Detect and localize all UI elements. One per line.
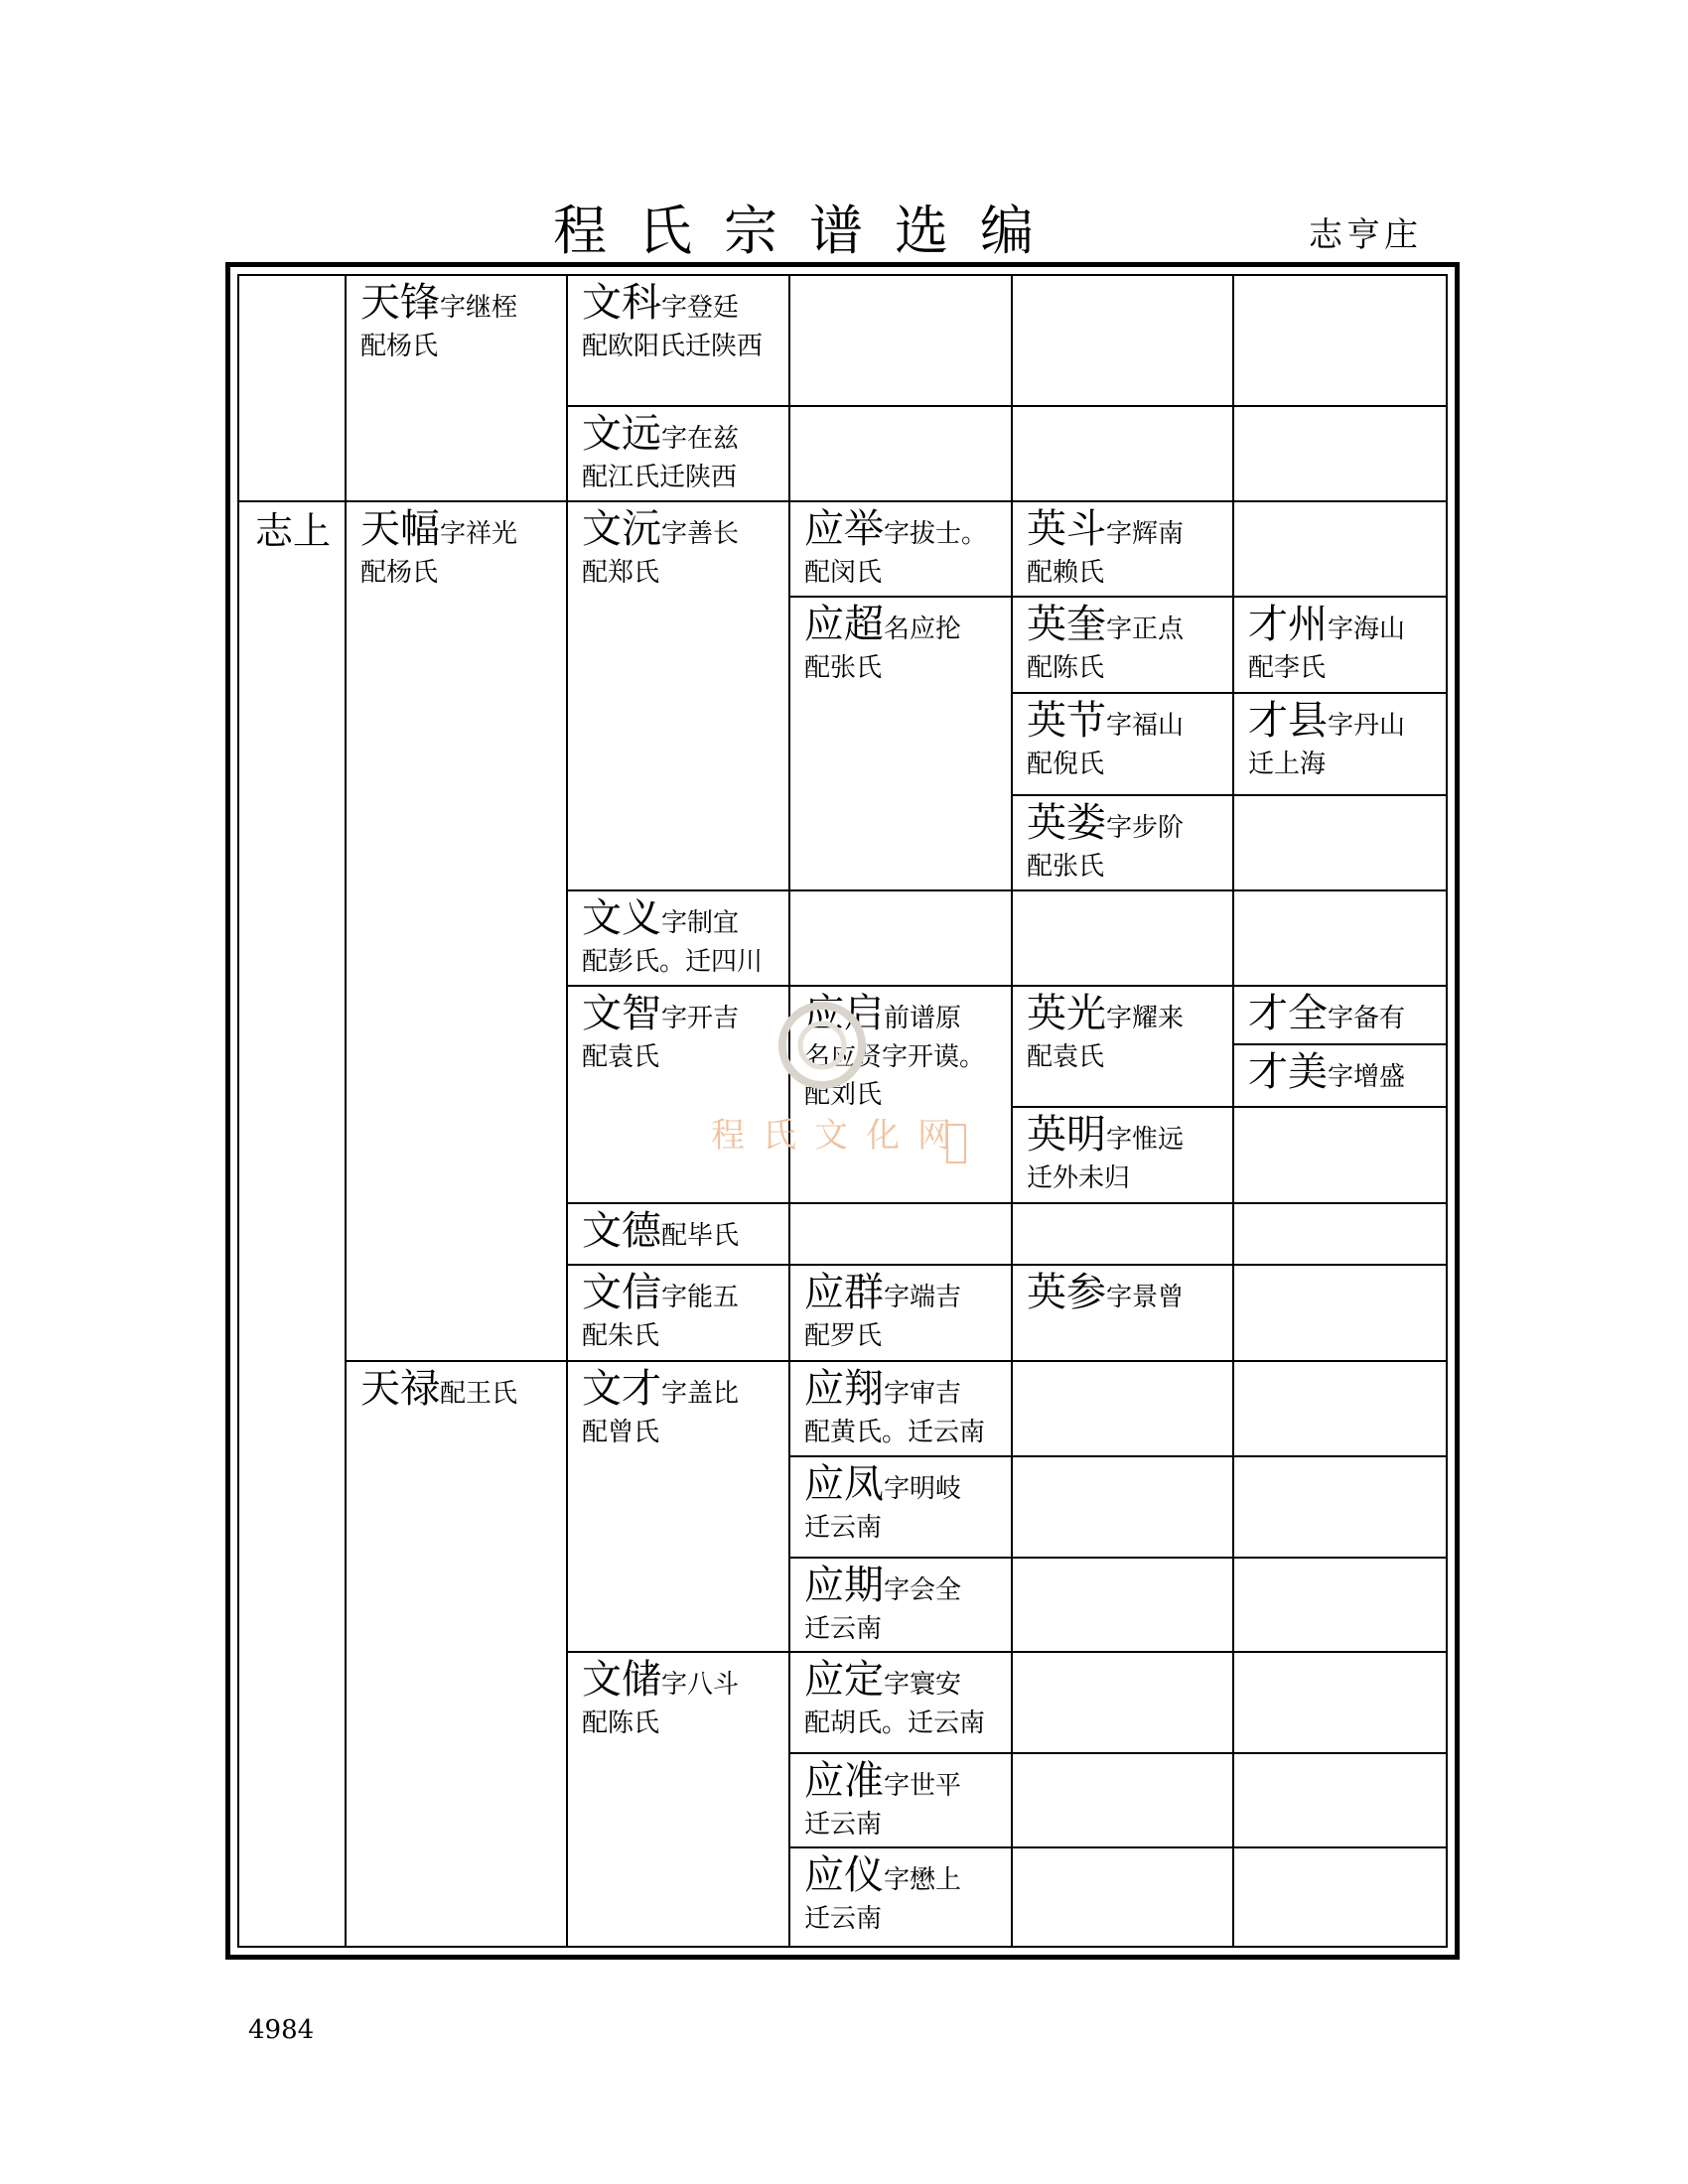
person-note: 配胡氏。迁云南 [804,1708,986,1738]
person-entry [790,1457,1009,1547]
person-name: 英光 [1027,991,1106,1036]
person-desc: 字会全 [884,1575,962,1605]
person-note: 迁上海 [1248,750,1327,779]
page-number: 4984 [248,2015,315,2045]
person-note: 配袁氏 [1027,1042,1105,1072]
person-desc: 字懋上 [884,1865,962,1895]
person-note: 配张氏 [1027,852,1105,882]
person-name: 应翔 [804,1366,884,1412]
watermark-seal [782,1006,862,1085]
person-desc: 字八斗 [661,1670,740,1700]
person-name: 天禄 [360,1366,440,1412]
person-name: 文沅 [582,506,661,552]
person-note: 配欧阳氏迁陕西 [582,332,764,361]
person-note: 配陈氏 [582,1708,660,1738]
page-title: 程氏宗谱选编 [553,200,1065,262]
person-entry [1013,502,1231,592]
person-entry [568,1266,786,1355]
person-desc: 字制宜 [661,908,740,938]
person-desc: 字海山 [1328,614,1406,644]
person-name: 才美 [1248,1049,1328,1095]
person-desc: 字世平 [884,1771,962,1801]
person-desc: 字盖比 [661,1379,740,1409]
person-note: 配杨氏 [360,558,439,588]
person-note: 配袁氏 [582,1042,660,1072]
person-entry [790,598,1009,687]
person-desc: 字寰安 [884,1670,962,1700]
person-desc: 字福山 [1106,711,1185,741]
column-divider [1232,276,1234,1946]
person-desc: 字备有 [1328,1004,1406,1033]
person-entry [790,1848,1009,1938]
person-entry [568,276,786,365]
person-entry [568,1653,786,1742]
person-desc: 字能五 [661,1283,740,1312]
person-entry [790,502,1009,592]
person-note: 配李氏 [1248,653,1327,683]
person-entry [790,1754,1009,1843]
person-entry [790,1266,1009,1355]
person-desc: 字继桎 [440,293,518,323]
person-name: 文储 [582,1657,661,1703]
person-desc: 字在兹 [661,424,740,454]
person-desc: 字步阶 [1106,813,1185,843]
person-desc: 字明岐 [884,1474,962,1504]
person-desc: 字善长 [661,519,740,549]
person-note: 配彭氏。迁四川 [582,947,764,977]
person-desc: 配毕氏 [661,1221,740,1251]
person-name: 英节 [1027,698,1106,744]
person-note: 配赖氏 [1027,558,1105,588]
person-note: 迁云南 [804,1614,883,1644]
generation1-name: 志上 [255,509,332,553]
person-desc: 字祥光 [440,519,518,549]
person-name: 天锋 [360,280,440,326]
person-entry [1234,598,1453,687]
person-name: 应准 [804,1758,884,1804]
person-name: 英奎 [1027,602,1106,647]
person-desc: 名应抡 [884,614,962,644]
person-note: 配陈氏 [1027,653,1105,683]
person-note: 配倪氏 [1027,750,1105,779]
person-note: 迁云南 [804,1904,883,1934]
person-entry [1013,1108,1231,1197]
person-name: 文科 [582,280,661,326]
person-note: 名应贤字开谟。配刘氏 [804,1042,986,1110]
person-entry [1234,694,1453,783]
person-desc: 字丹山 [1328,711,1406,741]
person-name: 才县 [1248,698,1328,744]
person-entry [1013,987,1231,1076]
person-note: 配罗氏 [804,1321,883,1351]
person-desc: 字辉南 [1106,519,1185,549]
person-desc: 字惟远 [1106,1125,1185,1155]
person-note: 配杨氏 [360,332,439,361]
person-entry [568,502,786,592]
person-desc: 字景曾 [1106,1283,1185,1312]
person-note: 迁外未归 [1027,1163,1131,1193]
person-name: 文信 [582,1270,661,1315]
person-name: 才州 [1248,602,1328,647]
person-desc: 字登廷 [661,293,740,323]
person-entry [347,1362,565,1414]
person-name: 文远 [582,411,661,457]
person-note: 配朱氏 [582,1321,660,1351]
watermark-seal-inner [800,1024,844,1067]
person-entry [1013,796,1231,886]
person-desc: 字增盛 [1328,1062,1406,1092]
person-name: 应群 [804,1270,884,1315]
person-name: 文德 [582,1208,661,1254]
person-name: 天幅 [360,506,440,552]
person-desc: 字正点 [1106,614,1185,644]
person-note: 配闵氏 [804,558,883,588]
person-entry [568,1204,786,1256]
person-name: 应定 [804,1657,884,1703]
watermark-text: 程氏文化网 [711,1118,969,1155]
person-name: 英斗 [1027,506,1106,552]
person-name: 应举 [804,506,884,552]
person-note: 配曾氏 [582,1418,660,1447]
person-desc: 字端吉 [884,1283,962,1312]
person-note: 配郑氏 [582,558,660,588]
person-desc: 前谱原 [884,1004,962,1033]
person-note: 迁云南 [804,1513,883,1543]
person-name: 英明 [1027,1112,1106,1158]
person-name: 才全 [1248,991,1328,1036]
person-entry [790,1362,1009,1451]
person-entry [1013,598,1231,687]
person-name: 应凤 [804,1461,884,1507]
person-note: 配江氏迁陕西 [582,463,738,492]
person-note: 配黄氏。迁云南 [804,1418,986,1447]
person-entry [1013,1266,1231,1317]
person-entry [568,1362,786,1451]
watermark-logo [711,998,983,1172]
person-desc: 字开吉 [661,1004,740,1033]
person-name: 文义 [582,895,661,941]
person-name: 文智 [582,991,661,1036]
person-entry [568,891,786,981]
person-desc: 字拔士。 [884,519,988,549]
person-name: 英参 [1027,1270,1106,1315]
person-desc: 字耀来 [1106,1004,1185,1033]
person-entry [790,1653,1009,1742]
person-entry [790,1559,1009,1648]
person-note: 迁云南 [804,1810,883,1840]
person-name: 应仪 [804,1852,884,1898]
person-entry [568,987,786,1076]
branch-name: 志亨庄 [1309,215,1422,255]
person-desc: 配王氏 [440,1379,518,1409]
person-name: 文才 [582,1366,661,1412]
person-entry [1013,694,1231,783]
person-name: 应启 [804,991,884,1036]
person-name: 英娄 [1027,800,1106,846]
person-name: 应超 [804,602,884,647]
person-desc: 字审吉 [884,1379,962,1409]
person-entry [568,407,786,496]
person-entry [1234,1045,1453,1097]
person-name: 应期 [804,1563,884,1608]
person-entry [347,276,565,365]
person-entry [1234,987,1453,1038]
person-entry [347,502,565,592]
person-note: 配张氏 [804,653,883,683]
